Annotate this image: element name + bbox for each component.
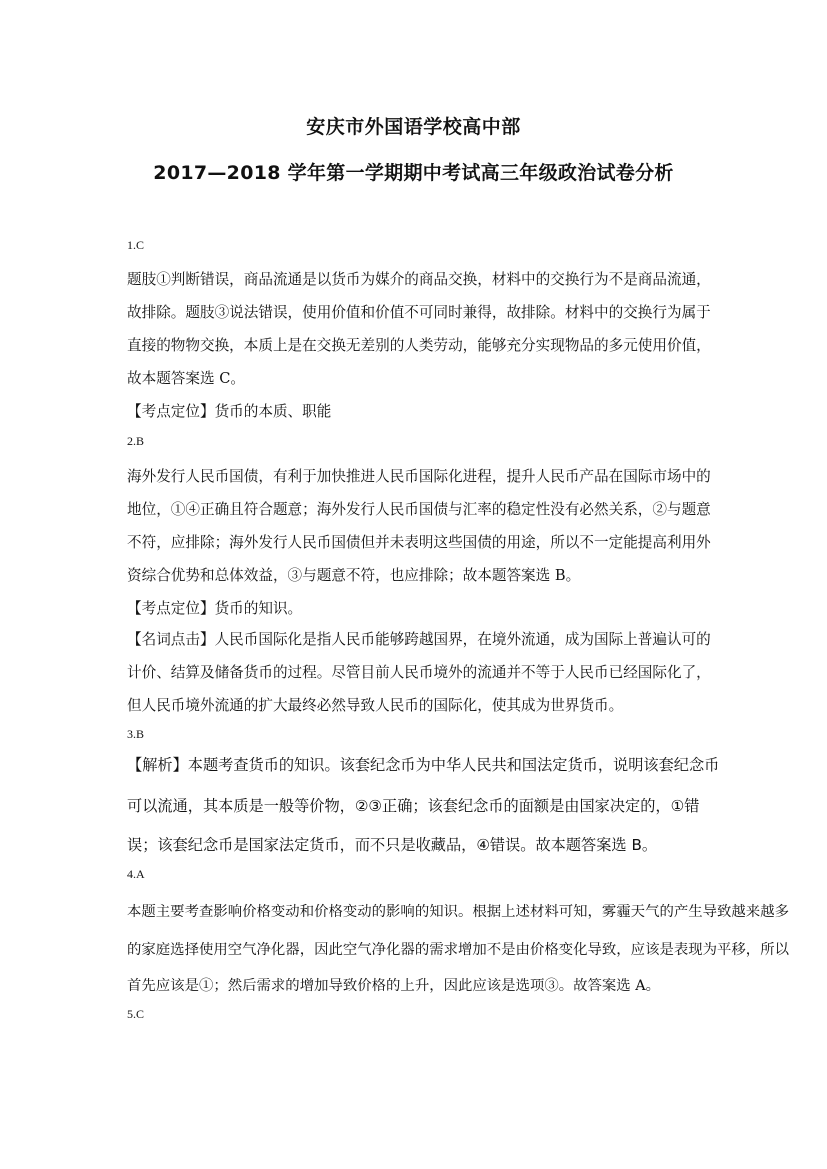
q2-point: 【考点定位】货币的知识。 (127, 600, 303, 617)
q2-line-4: 资综合优势和总体效益，③与题意不符，也应排除；故本题答案选 B。 (127, 567, 581, 584)
q1-line-3: 直接的物物交换，本质上是在交换无差别的人类劳动，能够充分实现物品的多元使用价值， (127, 337, 711, 354)
q4-line-1: 本题主要考查影响价格变动和价格变动的影响的知识。根据上述材料可知，雾霾天气的产生导致越来越多 (127, 904, 789, 920)
q3-line-2: 可以流通，其本质是一般等价物，②③正确；该套纪念币的面额是由国家决定的，①错 (127, 797, 700, 815)
school-title: 安庆市外国语学校高中部 (306, 116, 521, 138)
q2-term-line-3: 但人民币境外流通的扩大最终必然导致人民币的国际化，使其成为世界货币。 (127, 697, 624, 714)
q4-number: 4.A (127, 867, 145, 881)
q2-line-2: 地位，①④正确且符合题意；海外发行人民币国债与汇率的稳定性没有必然关系，②与题意 (127, 501, 711, 518)
q5-number: 5.C (127, 1007, 145, 1021)
q3-number: 3.B (127, 727, 145, 741)
q1-line-4: 故本题答案选 C。 (127, 370, 245, 387)
q1-line-1: 题肢①判断错误，商品流通是以货币为媒介的商品交换，材料中的交换行为不是商品流通， (127, 271, 711, 288)
q1-line-2: 故排除。题肢③说法错误，使用价值和价值不可同时兼得，故排除。材料中的交换行为属于 (127, 304, 711, 321)
q4-line-3: 首先应该是①；然后需求的增加导致价格的上升，因此应该是选项③。故答案选 A。 (127, 978, 661, 994)
q1-number: 1.C (127, 238, 145, 252)
q2-term-line-2: 计价、结算及储备货币的过程。尽管目前人民币境外的流通并不等于人民币已经国际化了， (127, 664, 711, 681)
q1-point: 【考点定位】货币的本质、职能 (127, 403, 332, 420)
q2-line-3: 不符，应排除；海外发行人民币国债但并未表明这些国债的用途，所以不一定能提高利用外 (127, 534, 711, 551)
q2-number: 2.B (127, 434, 145, 448)
q3-line-3: 误；该套纪念币是国家法定货币，而不只是收藏品，④错误。故本题答案选 B。 (127, 836, 658, 854)
q4-line-2: 的家庭选择使用空气净化器，因此空气净化器的需求增加不是由价格变化导致，应该是表现为平移，所以 (127, 942, 789, 958)
q2-line-1: 海外发行人民币国债，有利于加快推进人民币国际化进程，提升人民币产品在国际市场中的 (127, 468, 711, 485)
exam-title: 2017—2018 学年第一学期期中考试高三年级政治试卷分析 (153, 162, 674, 184)
q2-term-line-1: 【名词点击】人民币国际化是指人民币能够跨越国界，在境外流通，成为国际上普遍认可的 (127, 631, 711, 648)
q3-line-1: 【解析】本题考查货币的知识。该套纪念币为中华人民共和国法定货币，说明该套纪念币 (127, 756, 720, 774)
